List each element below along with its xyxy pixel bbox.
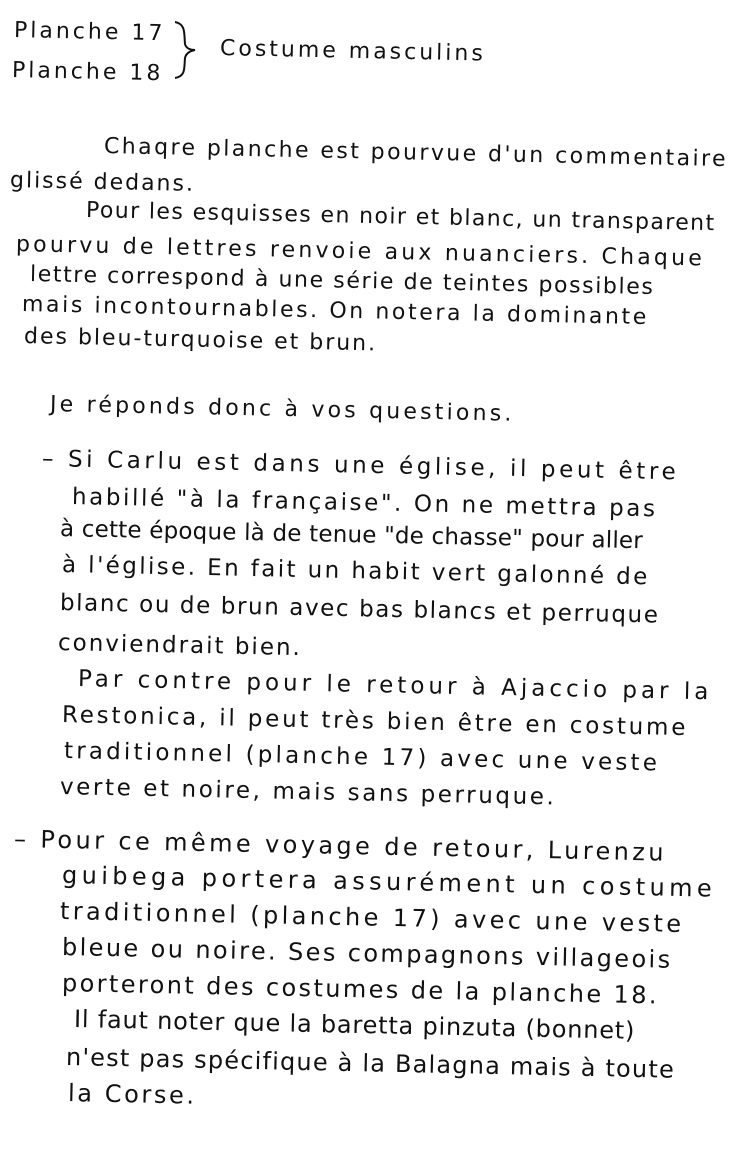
text-line: à l'église. En fait un habit vert galonné de: [61, 552, 651, 591]
curly-brace-icon: [172, 20, 198, 80]
text-line: porteront des costumes de la planche 18.: [61, 969, 660, 1010]
text-line: n'est pas spécifique à la Balagna mais à toute: [65, 1043, 676, 1084]
text-line: Il faut noter que la baretta pinzuta (bonnet): [73, 1005, 636, 1045]
text-line: Restonica, il peut très bien être en costume: [61, 702, 689, 742]
text-line: bleue ou noire. Ses compagnons villageois: [61, 933, 673, 974]
text-line: glissé dedans.: [9, 168, 196, 197]
plate-18-label: Planche 18: [11, 58, 164, 87]
text-line: Je réponds donc à vos questions.: [49, 392, 515, 427]
text-line: Par contre pour le retour à Ajaccio par la: [77, 666, 713, 706]
text-line: pourvu de lettres renvoie aux nuanciers. Chaque: [15, 232, 706, 272]
text-line: conviendrait bien.: [57, 630, 303, 662]
text-line: mais incontournables. On notera la dominante: [21, 292, 650, 331]
text-line: Chaqre planche est pourvue d'un commentaire: [103, 134, 729, 173]
costume-heading: Costume masculins: [219, 36, 487, 67]
text-line: à cette époque là de tenue "de chasse" pour aller: [59, 516, 644, 555]
text-line: – Pour ce même voyage de retour, Lurenzu: [13, 825, 668, 867]
text-line: traditionnel (planche 17) avec une veste: [63, 738, 661, 777]
text-line: guibega portera assurément un costume: [61, 861, 717, 903]
plate-17-label: Planche 17: [13, 18, 166, 47]
text-line: des bleu-turquoise et brun.: [23, 324, 378, 357]
text-line: habillé "à la française". On ne mettra pas: [71, 484, 658, 523]
text-line: Pour les esquisses en noir et blanc, un transparent: [85, 198, 716, 237]
text-line: verte et noire, mais sans perruque.: [59, 774, 557, 811]
text-line: lettre correspond à une série de teintes possibles: [29, 262, 655, 301]
text-line: la Corse.: [67, 1079, 197, 1110]
text-line: – Si Carlu est dans une église, il peut être: [41, 446, 680, 486]
text-line: traditionnel (planche 17) avec une veste: [59, 897, 685, 939]
text-line: blanc ou de brun avec bas blancs et perruque: [59, 590, 660, 629]
